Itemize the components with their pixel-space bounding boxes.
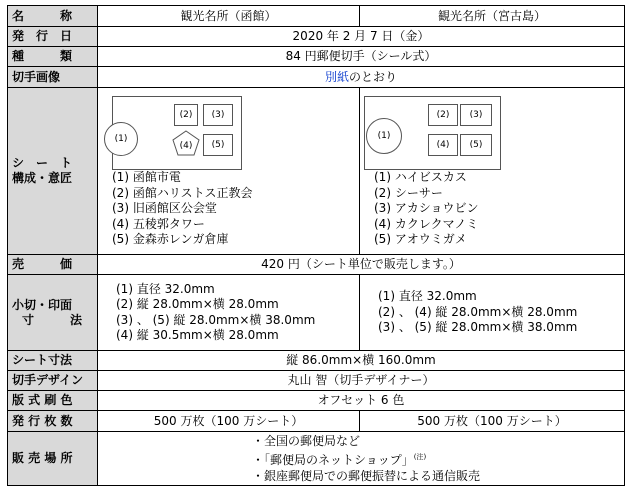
row-size [8, 275, 625, 351]
sales-line: ・銀座郵便局での郵便振替による通信販売 [252, 469, 481, 483]
printing-label: 版 式 刷 色 [8, 391, 98, 411]
issue-date-label: 発 行 日 [8, 27, 98, 47]
sheet-layout-diagram-miyakojima [364, 96, 620, 170]
sales-line: ・全国の郵便局など [252, 434, 361, 448]
motif-item: (1) ハイビスカス [374, 170, 467, 185]
printing-value: オフセット 6 色 [98, 391, 625, 411]
size-item: (1) 直径 32.0mm [116, 281, 215, 296]
count-hakodate: 500 万枚（100 万シート） [98, 411, 360, 432]
motif-item: (4) カクレクマノミ [374, 216, 479, 231]
size-item: (3) 、 (5) 縦 28.0mm×横 38.0mm [378, 320, 578, 335]
size-label: 小切・印面 寸 法 [8, 275, 98, 351]
motif-item: (2) シーサー [374, 185, 443, 200]
motif-item: (3) 旧函館区公会堂 [112, 201, 217, 216]
row-sheet [8, 88, 625, 255]
image-value-rest: のとおり [349, 69, 398, 84]
slot-3: (3) [203, 104, 233, 126]
row-count [8, 411, 625, 432]
attachment-link[interactable]: 別紙 [324, 69, 349, 84]
kind-value: 84 円郵便切手（シール式） [98, 47, 625, 67]
row-name [8, 6, 625, 27]
slot-4: (4) [428, 134, 458, 156]
slot-5: (5) [460, 134, 492, 156]
slot-4-pentagon [172, 130, 200, 156]
row-kind [8, 47, 625, 67]
kind-label: 種 類 [8, 47, 98, 67]
name-hakodate: 観光名所（函館） [98, 6, 360, 27]
price-label: 売 価 [8, 255, 98, 275]
designer-value: 丸山 智（切手デザイナー） [98, 371, 625, 391]
motif-list-miyakojima [364, 170, 620, 248]
image-value [98, 67, 625, 88]
name-miyakojima: 観光名所（宮古島） [360, 6, 625, 27]
motif-item: (3) アカショウビン [374, 201, 479, 216]
sheet-hakodate [98, 88, 360, 255]
sheet-size-label: シート寸法 [8, 351, 98, 371]
sheet-label: シ ー ト 構成・意匠 [8, 88, 98, 255]
row-sales [8, 432, 625, 486]
row-designer [8, 371, 625, 391]
row-issue-date [8, 27, 625, 47]
sales-line: ・「郵便局のネットショップ」$^{(注)}$ [252, 453, 427, 467]
motif-list-hakodate [102, 170, 355, 248]
slot-4-label: (4) [179, 141, 193, 152]
image-label: 切手画像 [8, 67, 98, 88]
size-item: (2) 縦 28.0mm×横 28.0mm [116, 297, 279, 311]
motif-item: (5) アオウミガメ [374, 232, 467, 247]
sheet-miyakojima [360, 88, 625, 255]
size-item: (1) 直径 32.0mm [378, 289, 477, 304]
size-item: (3) 、 (5) 縦 28.0mm×横 38.0mm [116, 312, 316, 327]
name-label: 名 称 [8, 6, 98, 27]
sheet-size-value: 縦 86.0mm×横 160.0mm [98, 351, 625, 371]
count-miyakojima: 500 万枚（100 万シート） [360, 411, 625, 432]
slot-2: (2) [174, 104, 198, 126]
motif-item: (1) 函館市電 [112, 170, 181, 185]
slot-3: (3) [460, 104, 492, 126]
size-item: (2) 、 (4) 縦 28.0mm×横 28.0mm [378, 304, 578, 319]
note-marker: (注) [413, 453, 427, 461]
size-hakodate [98, 275, 360, 351]
designer-label: 切手デザイン [8, 371, 98, 391]
slot-5: (5) [203, 134, 233, 156]
row-printing [8, 391, 625, 411]
sheet-layout-diagram-hakodate [102, 96, 355, 170]
sales-label: 販 売 場 所 [8, 432, 98, 486]
count-label: 発 行 枚 数 [8, 411, 98, 432]
slot-1: (1) [104, 122, 138, 156]
stamp-spec-table [7, 5, 625, 486]
row-price [8, 255, 625, 275]
row-image [8, 67, 625, 88]
motif-item: (2) 函館ハリストス正教会 [112, 185, 253, 200]
size-miyakojima [360, 275, 625, 351]
slot-2: (2) [428, 104, 458, 126]
size-item: (4) 縦 30.5mm×横 28.0mm [116, 328, 279, 342]
sales-value [98, 432, 625, 486]
issue-date-value: 2020 年 2 月 7 日（金） [98, 27, 625, 47]
motif-item: (4) 五稜郭タワー [112, 216, 205, 231]
slot-1: (1) [366, 118, 402, 154]
price-value: 420 円（シート単位で販売します。） [98, 255, 625, 275]
motif-item: (5) 金森赤レンガ倉庫 [112, 232, 229, 247]
row-sheet-size [8, 351, 625, 371]
